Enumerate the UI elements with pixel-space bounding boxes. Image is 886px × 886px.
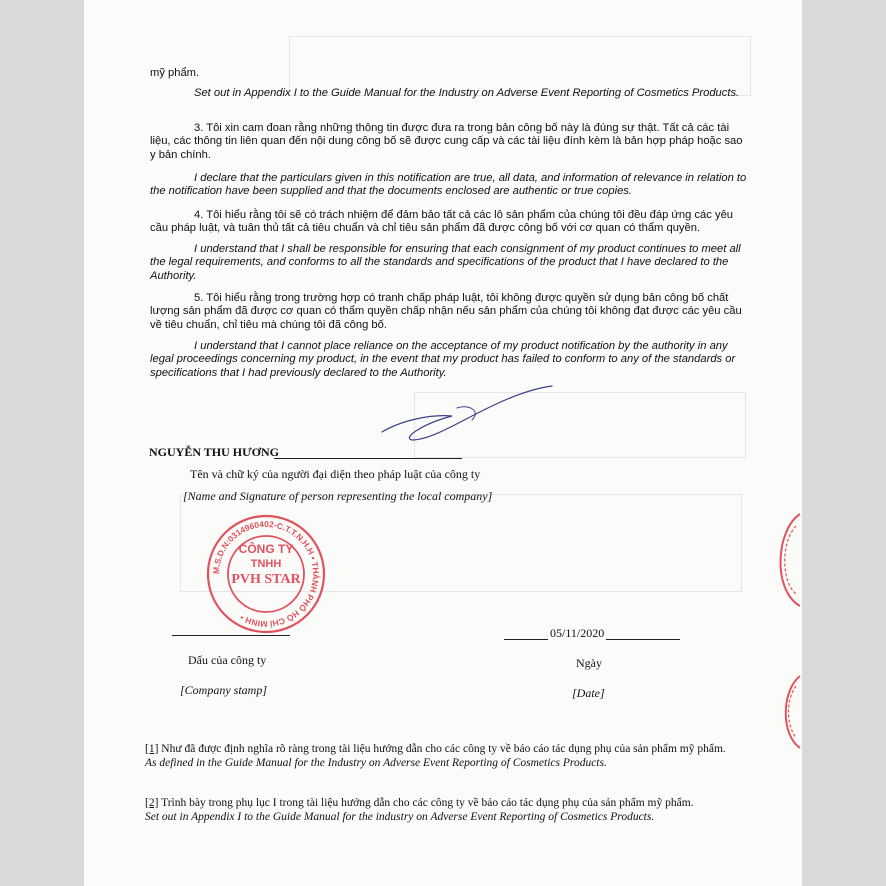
footnote-1-vi: Như đã được định nghĩa rõ ràng trong tài liệu hướng dẫn cho các công ty về báo cáo tác dụng phụ của sản phẩm mỹ phẩm. xyxy=(158,743,726,755)
footnote-1-en: As defined in the Guide Manual for the Industry on Adverse Event Reporting of Cosmetics Products. xyxy=(145,756,607,769)
signatory-name: NGUYỄN THU HƯƠNG xyxy=(149,445,280,459)
company-stamp-label-en: [Company stamp] xyxy=(180,683,268,697)
footnote-2-marker: [2] xyxy=(145,797,159,809)
seal-ring-text: M.S.D.N:0314960402-C.T.T.N.H.H • THÀNH PHỐ HỒ CHÍ MINH • xyxy=(210,518,322,630)
edge-stamp-mark-bottom xyxy=(770,672,802,752)
top-line: mỹ phẩm. xyxy=(150,67,200,79)
signature-line xyxy=(274,458,462,459)
footnote-1-marker: [1] xyxy=(145,743,159,755)
paragraph-3-vi: 3. Tôi xin cam đoan rằng những thông tin được đưa ra trong bản công bố này là đúng sự thật. Tất cả các tài liệu, các thông tin liên quan đến nội dung công bố sẽ được cung cấp và các tài liệu đính kèm là bản hợp pháp hoặc sao y bản chính. xyxy=(150,122,743,161)
paragraph-3-en: I declare that the particulars given in this notification are true, all data, and information of relevance in relation to the notification have been supplied and that the documents enclosed are authentic or true copies. xyxy=(150,172,747,198)
document-page xyxy=(84,0,802,886)
paragraph-4-vi: 4. Tôi hiểu rằng tôi sẽ có trách nhiệm để đảm bảo tất cả các lô sản phẩm của chúng tôi đều đáp ứng các yêu cầu pháp luật, và tuân thủ tất cả tiêu chuẩn và chỉ tiêu sản phẩm đã được công bố với cơ quan có thẩm quyền. xyxy=(150,209,734,235)
seal-line-1: CÔNG TY xyxy=(238,542,294,556)
seal-line-2: TNHH xyxy=(250,558,282,570)
date-label-vi: Ngày xyxy=(576,656,602,670)
date-label-en: [Date] xyxy=(572,686,605,700)
signature-label-vi: Tên và chữ ký của người đại diện theo pháp luật của công ty xyxy=(190,467,481,481)
appendix-note-en: Set out in Appendix I to the Guide Manual for the Industry on Adverse Event Reporting of Cosmetics Products. xyxy=(194,87,740,99)
edge-stamp-mark-top xyxy=(766,510,802,610)
company-seal xyxy=(204,512,328,636)
paragraph-4-en: I understand that I shall be responsible for ensuring that each consignment of my product continues to meet all the legal requirements, and conforms to all the standards and specifications of the product that I have declared to the Authority. xyxy=(150,243,741,282)
footnote-2-vi: Trình bày trong phụ lục I trong tài liệu hướng dẫn cho các công ty về báo cáo tác dụng phụ của sản phẩm mỹ phẩm. xyxy=(158,797,694,809)
footnote-2 xyxy=(145,797,745,824)
paragraph-5-en: I understand that I cannot place reliance on the acceptance of my product notification by the authority in any legal proceedings concerning my product, in the event that my product has failed to conform to any of the standards or specifications that I had previously declared to the Authority. xyxy=(150,340,736,379)
company-stamp-line xyxy=(172,635,290,636)
seal-line-3: PVH STAR xyxy=(231,572,301,587)
signature-scrawl xyxy=(342,380,562,450)
company-stamp-label-vi: Dấu của công ty xyxy=(188,653,267,667)
footnote-2-en: Set out in Appendix I to the Guide Manual for the industry on Adverse Event Reporting of Cosmetics Products. xyxy=(145,810,655,823)
footnote-1 xyxy=(145,743,745,770)
paragraph-5-vi: 5. Tôi hiểu rằng trong trường hợp có tranh chấp pháp luật, tôi không được quyền sử dụng bản công bố chất lượng sản phẩm đã được cơ quan có thẩm quyền chấp nhận nếu sản phẩm của chúng tôi không đạt được các yêu cầu về tiêu chuẩn, chỉ tiêu mà chúng tôi đã công bố. xyxy=(150,292,742,331)
date-value: 05/11/2020 xyxy=(550,626,605,640)
signature-label-en: [Name and Signature of person representing the local company] xyxy=(183,489,493,503)
